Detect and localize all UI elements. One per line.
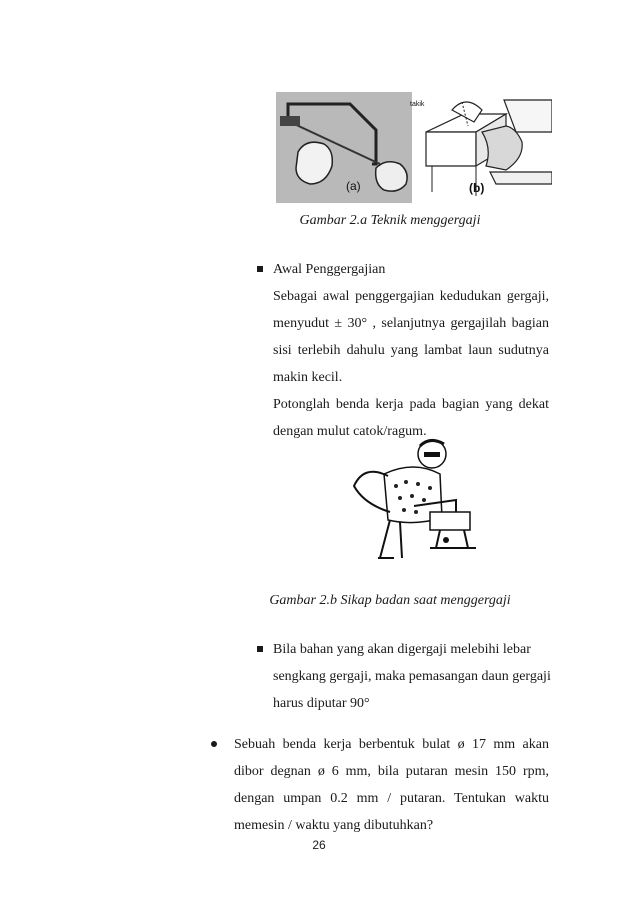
hacksaw-wingnut-icon — [280, 116, 300, 126]
round-bullet-icon — [211, 741, 217, 747]
sawing-technique-illustration — [276, 92, 552, 203]
paragraph-drilling-question: Sebuah benda kerja berbentuk bulat ø 17 mm akan dibor degnan ø 6 mm, bila putaran mesin 150 rpm, dengan umpan 0.2 mm / putaran. Tentukan waktu memesin / waktu yang dibutuhkan? — [234, 737, 549, 833]
right-hand-icon — [376, 162, 407, 191]
figure-caption-a: Gambar 2.a Teknik menggergaji — [299, 213, 481, 228]
page-number: 26 — [312, 838, 326, 852]
figure-caption-b: Gambar 2.b Sikap badan saat menggergaji — [269, 593, 511, 608]
paragraph-sawing-start: Sebagai awal penggergajian kedudukan gergaji, menyudut ± 30° , selanjutnya gergajilah bagian sisi terlebih dahulu yang lambat laun sudutnya makin kecil. — [273, 289, 549, 385]
section-heading-awal-penggergajian: Awal Penggergajian — [273, 262, 386, 277]
vise-jaw-icon — [482, 126, 522, 170]
paragraph-blade-rotation: Bila bahan yang akan digergaji melebihi lebar sengkang gergaji, maka pemasangan daun gergaji harus diputar 90° — [273, 642, 551, 711]
label-a: (a) — [346, 179, 361, 193]
label-b: (b) — [469, 181, 485, 195]
figure-sawing-technique — [276, 92, 552, 203]
panel-b — [426, 100, 552, 196]
goggles-icon — [424, 452, 440, 457]
square-bullet-icon — [257, 266, 263, 272]
worker-sawing-illustration — [344, 434, 484, 562]
label-takik: takik — [410, 101, 425, 108]
bench-vise-icon — [430, 512, 470, 530]
paragraph-cut-near-vise: Potonglah benda kerja pada bagian yang dekat dengan mulut catok/ragum. — [273, 397, 549, 439]
square-bullet-icon — [257, 646, 263, 652]
figure-sawing-posture — [344, 434, 484, 562]
worker-legs-icon — [378, 520, 402, 558]
